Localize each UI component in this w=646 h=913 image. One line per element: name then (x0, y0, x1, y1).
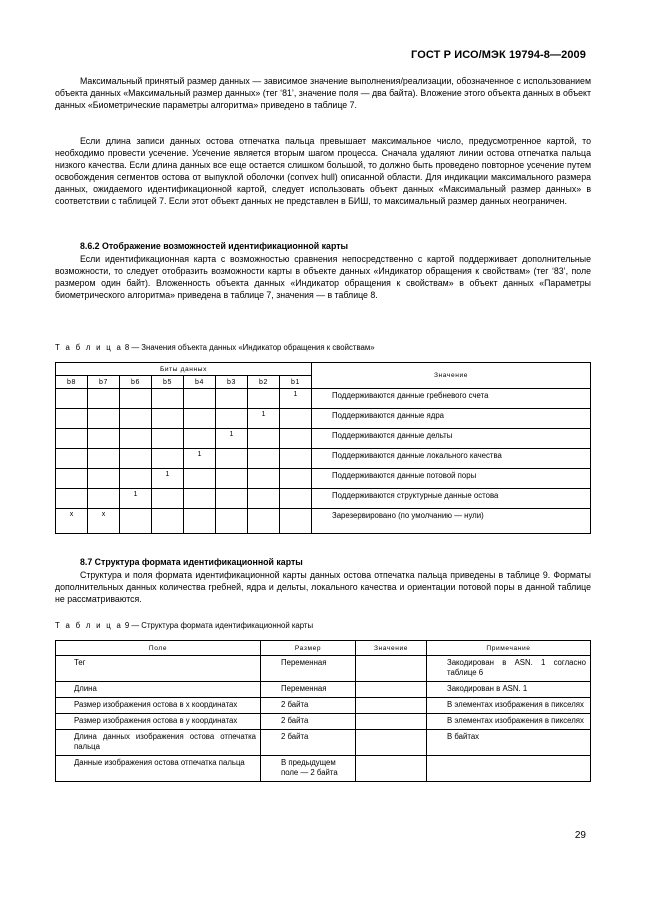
table-row: Размер изображения остова в y координатах 2 байта В элементах изображения в пикселях (56, 714, 591, 730)
heading-8-7: 8.7 Структура формата идентификационной карты (80, 557, 303, 567)
page-number: 29 (574, 830, 586, 841)
table8-value-cell: Поддерживаются данные дельты (312, 429, 591, 449)
table-row: Размер изображения остова в x координатах 2 байта В элементах изображения в пикселях (56, 698, 591, 714)
table-row: Длина данных изображения остова отпечатка пальца 2 байта В байтах (56, 730, 591, 756)
table8-bit-header: b4 (184, 376, 216, 389)
paragraph-truncation: Если длина записи данных остова отпечатка пальца превышает максимальное число, предусмотренное картой, то необходимо провести усечение. Усечение является вторым шагом процесса. Сначала удаляют линии остова отпечатка пальца низкого качества. Если длина данных все еще остается слишком большой, то должно быть проведено повторное усечение путем освобождения сегментов остова от выпуклой оболочки (convex hull) описанной области. Для индикации максимального размера данных, ожидаемого идентификационной картой, следует использовать объект данных «Максимальный размер данных» в соответствии с таблицей 7. Если этот объект данных не представлен в БИШ, то максимальный размер данных неограничен. (55, 136, 591, 206)
table8-caption: Т а б л и ц а 8 — Значения объекта данных «Индикатор обращения к свойствам» (55, 343, 375, 352)
table8-bit-header: b1 (280, 376, 312, 389)
heading-8-6-2: 8.6.2 Отображение возможностей идентификационной карты (80, 241, 349, 251)
table8 (55, 362, 591, 534)
table-row: 1 Поддерживаются данные ядра (56, 409, 591, 429)
table-row: x x Зарезервировано (по умолчанию — нули) (56, 509, 591, 534)
table-row: 1 Поддерживаются данные локального качества (56, 449, 591, 469)
table8-value-cell: Поддерживаются структурные данные остова (312, 489, 591, 509)
table-row: Данные изображения остова отпечатка пальца В предыдущем поле — 2 байта (56, 756, 591, 782)
table8-bit-header: b8 (56, 376, 88, 389)
table8-bit-header: b6 (120, 376, 152, 389)
table9-header-value: Значение (356, 641, 427, 656)
paragraph-card-capabilities: Если идентификационная карта с возможностью сравнения непосредственно с картой поддерживает дополнительные возможности, то следует отобразить возможности карты в объекте данных «Индикатор обращения к свойствам» (тег ‘83’, поле размером один байт). Вложенность объекта данных «Индикатор обращения к свойствам» в объект данных «Параметры биометрического алгоритма» приведена в таблице 7, значения — в таблице 8. (55, 254, 591, 300)
table-row: 1 Поддерживаются данные гребневого счета (56, 389, 591, 409)
table8-value-cell: Зарезервировано (по умолчанию — нули) (312, 509, 591, 534)
table8-group-header: Биты данных (56, 363, 312, 376)
table8-bit-header: b5 (152, 376, 184, 389)
paragraph-format-structure: Структура и поля формата идентификационной карты данных остова отпечатка пальца приведены в таблице 9. Форматы дополнительных данных количества гребней, ядра и дельты, локального качества и ориентации потовой поры в данной таблице не рассматриваются. (55, 570, 591, 604)
table-row: 1 Поддерживаются данные потовой поры (56, 469, 591, 489)
table9-header-size: Размер (261, 641, 356, 656)
table8-bit-header: b3 (216, 376, 248, 389)
table-row: Длина Переменная Закодирован в ASN. 1 (56, 682, 591, 698)
table8-bit-header: b7 (88, 376, 120, 389)
table-row: 1 Поддерживаются данные дельты (56, 429, 591, 449)
table8-value-cell: Поддерживаются данные локального качества (312, 449, 591, 469)
document-header: ГОСТ Р ИСО/МЭК 19794-8—2009 (411, 49, 586, 61)
table9-caption: Т а б л и ц а 9 — Структура формата идентификационной карты (55, 621, 314, 630)
table9-header-note: Примечание (427, 641, 591, 656)
table8-value-cell: Поддерживаются данные гребневого счета (312, 389, 591, 409)
table8-value-cell: Поддерживаются данные ядра (312, 409, 591, 429)
table8-value-header: Значение (312, 363, 591, 389)
table9-header-field: Поле (56, 641, 261, 656)
paragraph-max-data-size: Максимальный принятый размер данных — зависимое значение выполнения/реализации, обозначенное с использованием объекта данных «Максимальный размер данных» (тег ‘81’, значение поля — два байта). Вложение этого объекта данных в объект данных «Биометрические параметры алгоритма» приведено в таблице 7. (55, 76, 591, 110)
table-row: Тег Переменная Закодирован в ASN. 1 согласно таблице 6 (56, 656, 591, 682)
table9 (55, 640, 591, 782)
table8-value-cell: Поддерживаются данные потовой поры (312, 469, 591, 489)
table-row: 1 Поддерживаются структурные данные остова (56, 489, 591, 509)
table8-bit-header: b2 (248, 376, 280, 389)
